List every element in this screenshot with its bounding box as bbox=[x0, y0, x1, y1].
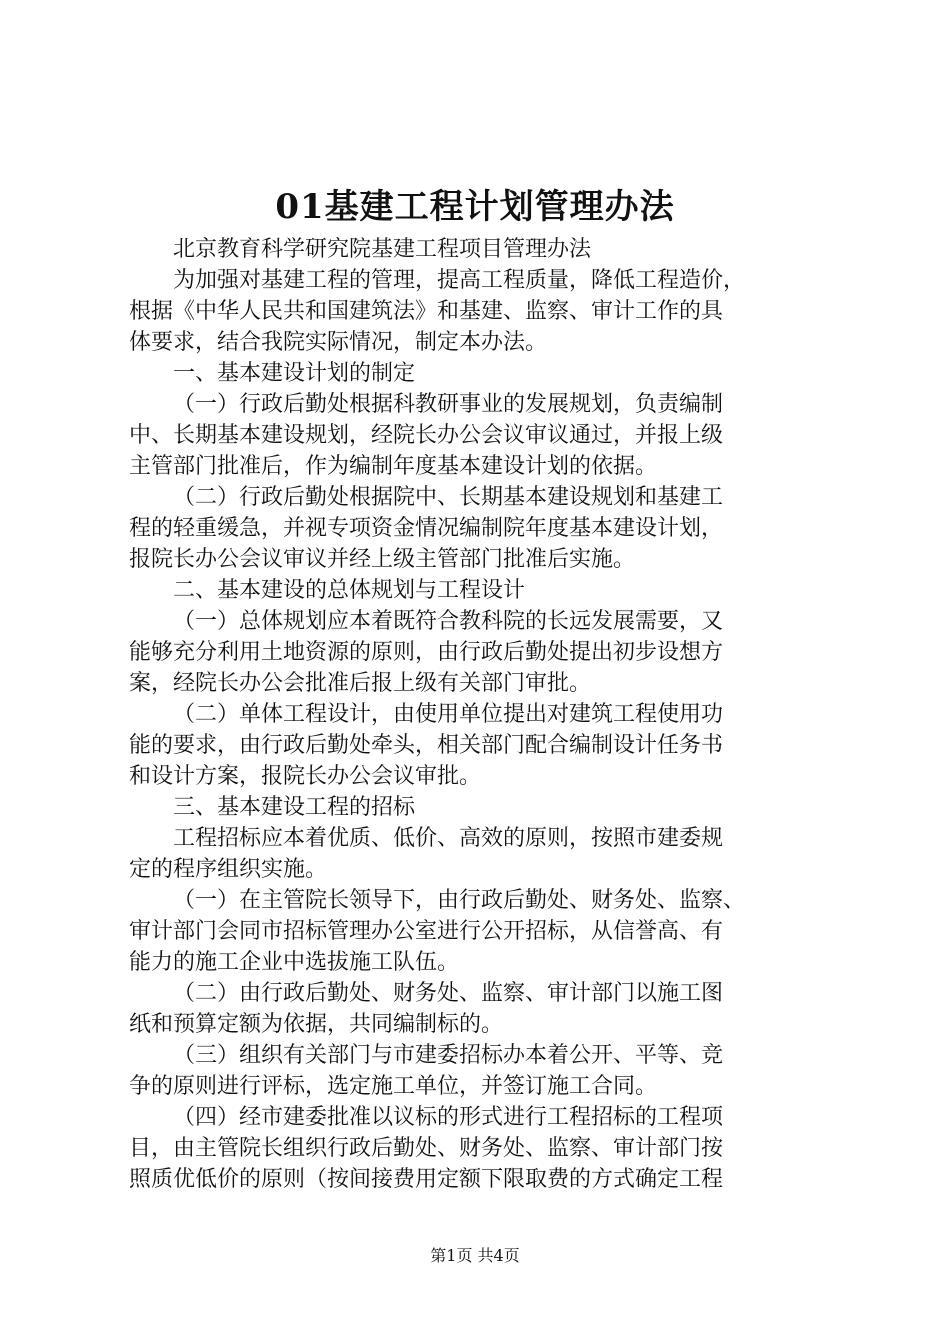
body-paragraph bbox=[129, 234, 833, 265]
page-number-footer: 第1页 共4页 bbox=[430, 1246, 520, 1265]
body-paragraph bbox=[129, 482, 833, 575]
paragraph-line: 报院长办公会议审议并经上级主管部门批准后实施。 bbox=[129, 547, 636, 572]
paragraph-line: 二、基本建设的总体规划与工程设计 bbox=[173, 578, 526, 603]
paragraph-line: 工程招标应本着优质、低价、高效的原则，按照市建委规 bbox=[173, 826, 724, 851]
body-paragraph bbox=[129, 699, 833, 792]
paragraph-line: 中、长期基本建设规划，经院长办公会议审议通过，并报上级 bbox=[129, 423, 724, 448]
paragraph-line: 程的轻重缓急，并视专项资金情况编制院年度基本建设计划， bbox=[129, 516, 724, 541]
paragraph-line: （一）在主管院长领导下，由行政后勤处、财务处、监察、 bbox=[173, 888, 746, 913]
body-paragraph bbox=[129, 885, 833, 978]
paragraph-line: 能的要求，由行政后勤处牵头，相关部门配合编制设计任务书 bbox=[129, 733, 724, 758]
paragraph-line: 争的原则进行评标，选定施工单位，并签订施工合同。 bbox=[129, 1074, 658, 1099]
body-paragraph bbox=[129, 1102, 833, 1195]
body-paragraph bbox=[129, 389, 833, 482]
paragraph-line: （二）由行政后勤处、财务处、监察、审计部门以施工图 bbox=[173, 981, 724, 1006]
paragraph-line: 目，由主管院长组织行政后勤处、财务处、监察、审计部门按 bbox=[129, 1136, 724, 1161]
paragraph-line: （四）经市建委批准以议标的形式进行工程招标的工程项 bbox=[173, 1105, 724, 1130]
body-paragraph bbox=[129, 265, 833, 358]
paragraph-line: （一）行政后勤处根据科教研事业的发展规划，负责编制 bbox=[173, 392, 724, 417]
paragraph-line: 能力的施工企业中选拔施工队伍。 bbox=[129, 950, 460, 975]
paragraph-line: 能够充分利用土地资源的原则，由行政后勤处提出初步设想方 bbox=[129, 640, 724, 665]
paragraph-line: 照质优低价的原则（按间接费用定额下限取费的方式确定工程 bbox=[129, 1167, 724, 1192]
paragraph-line: 三、基本建设工程的招标 bbox=[173, 795, 416, 820]
body-paragraph bbox=[129, 823, 833, 885]
paragraph-line: 体要求，结合我院实际情况，制定本办法。 bbox=[129, 330, 548, 355]
paragraph-line: 根据《中华人民共和国建筑法》和基建、监察、审计工作的具 bbox=[129, 299, 724, 324]
body-paragraph bbox=[129, 978, 833, 1040]
paragraph-line: （二）行政后勤处根据院中、长期基本建设规划和基建工 bbox=[173, 485, 724, 510]
paragraph-line: 一、基本建设计划的制定 bbox=[173, 361, 416, 386]
paragraph-line: （二）单体工程设计，由使用单位提出对建筑工程使用功 bbox=[173, 702, 724, 727]
document-title: 01基建工程计划管理办法 bbox=[275, 187, 675, 227]
paragraph-line: 主管部门批准后，作为编制年度基本建设计划的依据。 bbox=[129, 454, 658, 479]
paragraph-line: 纸和预算定额为依据，共同编制标的。 bbox=[129, 1012, 504, 1037]
body-paragraph bbox=[129, 358, 833, 389]
paragraph-line: （三）组织有关部门与市建委招标办本着公开、平等、竞 bbox=[173, 1043, 724, 1068]
paragraph-line: 案，经院长办公会批准后报上级有关部门审批。 bbox=[129, 671, 592, 696]
paragraph-line: 和设计方案，报院长办公会议审批。 bbox=[129, 764, 482, 789]
paragraph-line: 为加强对基建工程的管理，提高工程质量，降低工程造价， bbox=[173, 268, 746, 293]
paragraph-line: 定的程序组织实施。 bbox=[129, 857, 328, 882]
document-body bbox=[129, 234, 833, 1195]
body-paragraph bbox=[129, 606, 833, 699]
paragraph-line: 北京教育科学研究院基建工程项目管理办法 bbox=[173, 237, 592, 262]
paragraph-line: （一）总体规划应本着既符合教科院的长远发展需要，又 bbox=[173, 609, 724, 634]
body-paragraph bbox=[129, 1040, 833, 1102]
body-paragraph bbox=[129, 792, 833, 823]
paragraph-line: 审计部门会同市招标管理办公室进行公开招标，从信誉高、有 bbox=[129, 919, 724, 944]
body-paragraph bbox=[129, 575, 833, 606]
